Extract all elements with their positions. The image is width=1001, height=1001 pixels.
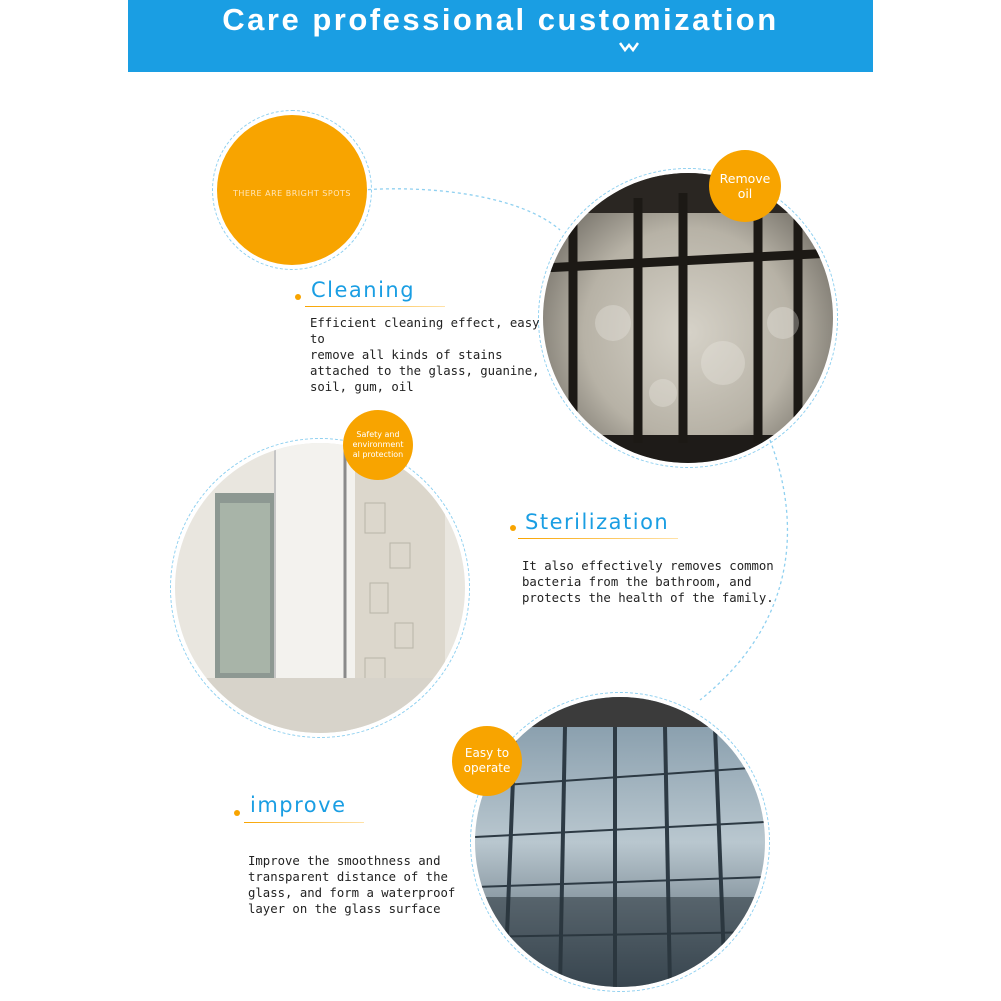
shower-glass-image [175, 443, 465, 733]
cleaning-description: Efficient cleaning effect, easy to remove all kinds of stains attached to the glass, guanine, soil, gum, oil [310, 316, 540, 394]
remove-oil-badge [709, 150, 781, 222]
improve-underline [244, 822, 364, 823]
sterilization-heading: Sterilization [525, 510, 670, 534]
airport-glass-image [475, 697, 765, 987]
remove-oil-label: Remove oil [719, 171, 771, 201]
banner-title: Care professional customization [222, 2, 779, 37]
safety-badge [343, 410, 413, 480]
sterilization-description: It also effectively removes common bacteria from the bathroom, and protects the health of the family. [522, 559, 774, 605]
window-glass-image [543, 173, 833, 463]
sterilization-bullet-dot [510, 525, 516, 531]
easy-operate-badge [452, 726, 522, 796]
easy-operate-label: Easy to operate [463, 746, 511, 775]
sterilization-underline [518, 538, 678, 539]
cleaning-underline [305, 306, 445, 307]
improve-heading: improve [250, 793, 347, 817]
improve-bullet-dot [234, 810, 240, 816]
cleaning-heading: Cleaning [311, 278, 416, 302]
top-orange-circle [217, 115, 367, 265]
safety-label: Safety and environment al protection [352, 430, 404, 459]
cleaning-bullet-dot [295, 294, 301, 300]
top-circle-text: THERE ARE BRIGHT SPOTS [233, 189, 351, 198]
improve-description: Improve the smoothness and transparent distance of the glass, and form a waterproof layer on the glass surface [248, 854, 456, 916]
